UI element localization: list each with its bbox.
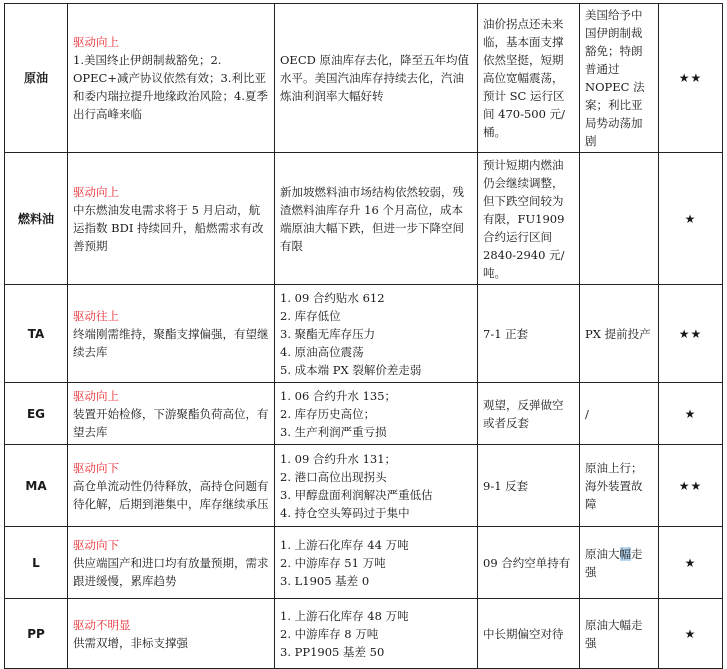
driver-description: 高仓单流动性仍待释放，高持仓问题有待化解，后期到港集中，库存继续承压 <box>73 478 269 511</box>
fundamental-item: 4. 原油高位震荡 <box>280 344 364 359</box>
commodity-name: EG <box>5 383 68 445</box>
rating-stars: ★ <box>659 527 723 599</box>
risk-cell: 美国给予中国伊朗制裁豁免；特朗普通过 NOPEC 法案；利比亚局势动荡加剧 <box>580 4 659 153</box>
driver-description: 供需双增，非标支撑强 <box>73 635 188 650</box>
strategy-cell: 中长期偏空对待 <box>478 599 580 669</box>
rating-stars: ★ <box>659 599 723 669</box>
fundamentals-cell <box>275 4 478 153</box>
table-row <box>5 599 723 669</box>
fundamental-item: 2. 港口高位出现拐头 <box>280 469 387 484</box>
strategy-cell: 预计短期内燃油仍会继续调整，但下跌空间较为有限，FU1909 合约运行区间 2840-2940 元/吨。 <box>478 153 580 285</box>
risk-cell: PX 提前投产 <box>580 285 659 383</box>
commodity-name: L <box>5 527 68 599</box>
risk-text: 原油大 <box>585 546 620 561</box>
driver-direction: 驱动不明显 <box>73 617 131 632</box>
fundamental-item: 1. 06 合约升水 135； <box>280 388 397 403</box>
fundamentals-cell <box>275 445 478 527</box>
fundamentals-cell <box>275 599 478 669</box>
driver-cell <box>68 153 275 285</box>
rating-stars: ★ <box>659 153 723 285</box>
driver-direction: 驱动向上 <box>73 184 119 199</box>
commodity-table-wrapper <box>4 3 723 669</box>
driver-cell <box>68 4 275 153</box>
table-row <box>5 383 723 445</box>
highlighted-text: 幅 <box>619 546 631 561</box>
table-row <box>5 527 723 599</box>
driver-description: 终端刚需维持，聚酯支撑偏强，有望继续去库 <box>73 326 269 359</box>
commodity-name: TA <box>5 285 68 383</box>
risk-cell: 原油上行；海外装置故障 <box>580 445 659 527</box>
fundamental-item: OECD 原油库存去化，降至五年均值水平。美国汽油库存持续去化，汽油炼油利润率大幅好转 <box>280 53 469 103</box>
strategy-cell: 油价拐点还未来临，基本面支撑依然坚挺，短期高位宽幅震荡，预计 SC 运行区间 470-500 元/桶。 <box>478 4 580 153</box>
driver-direction: 驱动往上 <box>73 308 119 323</box>
fundamentals-cell <box>275 153 478 285</box>
table-row <box>5 285 723 383</box>
driver-direction: 驱动向上 <box>73 388 119 403</box>
fundamental-item: 2. 库存历史高位； <box>280 406 376 421</box>
commodity-name: 燃料油 <box>5 153 68 285</box>
strategy-cell: 7-1 正套 <box>478 285 580 383</box>
fundamental-item: 2. 库存低位 <box>280 308 341 323</box>
driver-cell <box>68 527 275 599</box>
table-row <box>5 153 723 285</box>
driver-direction: 驱动向下 <box>73 537 119 552</box>
strategy-cell: 09 合约空单持有 <box>478 527 580 599</box>
commodity-strategy-table <box>4 3 723 669</box>
commodity-name: 原油 <box>5 4 68 153</box>
commodity-name: MA <box>5 445 68 527</box>
driver-direction: 驱动向上 <box>73 35 119 49</box>
rating-stars: ★★ <box>659 4 723 153</box>
fundamental-item: 3. 甲醇盘面利润解决严重低估 <box>280 487 433 502</box>
fundamentals-cell <box>275 527 478 599</box>
fundamental-item: 1. 上游石化库存 44 万吨 <box>280 537 409 552</box>
fundamental-item: 2. 中游库存 8 万吨 <box>280 626 379 641</box>
fundamental-item: 4. 持仓空头筹码过于集中 <box>280 505 410 520</box>
fundamental-item: 新加坡燃料油市场结构依然较弱，残渣燃料油库存升 16 个月高位，成本端原油大幅下跌，但进一步下降空间有限 <box>280 184 464 253</box>
risk-cell: 原油大幅走强 <box>580 599 659 669</box>
fundamental-item: 2. 中游库存 51 万吨 <box>280 555 386 570</box>
driver-cell <box>68 383 275 445</box>
rating-stars: ★★ <box>659 285 723 383</box>
fundamental-item: 3. 生产利润严重亏损 <box>280 424 387 439</box>
driver-cell <box>68 445 275 527</box>
commodity-name: PP <box>5 599 68 669</box>
driver-description: 供应端国产和进口均有放量预期，需求跟进缓慢，累库趋势 <box>73 555 269 588</box>
fundamental-item: 1. 09 合约升水 131； <box>280 451 397 466</box>
rating-stars: ★ <box>659 383 723 445</box>
fundamental-item: 5. 成本端 PX 裂解价差走弱 <box>280 362 422 377</box>
fundamental-item: 1. 上游石化库存 48 万吨 <box>280 608 409 623</box>
table-row <box>5 4 723 153</box>
driver-description: 中东燃油发电需求将于 5 月启动，航运指数 BDI 持续回升，船燃需求有改善预期 <box>73 202 264 253</box>
rating-stars: ★★ <box>659 445 723 527</box>
driver-cell <box>68 599 275 669</box>
driver-description: 装置开始检修，下游聚酯负荷高位，有望去库 <box>73 406 269 439</box>
fundamental-item: 3. 聚酯无库存压力 <box>280 326 376 341</box>
strategy-cell: 9-1 反套 <box>478 445 580 527</box>
fundamentals-cell <box>275 285 478 383</box>
strategy-cell: 观望，反弹做空或者反套 <box>478 383 580 445</box>
fundamental-item: 3. PP1905 基差 50 <box>280 644 385 659</box>
risk-cell: / <box>580 383 659 445</box>
fundamental-item: 1. 09 合约贴水 612 <box>280 290 385 305</box>
risk-cell <box>580 527 659 599</box>
table-row <box>5 445 723 527</box>
fundamental-item: 3. L1905 基差 0 <box>280 573 370 588</box>
risk-text: 走强 <box>585 546 643 579</box>
risk-cell <box>580 153 659 285</box>
driver-direction: 驱动向下 <box>73 460 119 475</box>
driver-description: 1.美国终止伊朗制裁豁免；2. OPEC+减产协议依然有效；3.利比亚和委内瑞拉提升地缘政治风险；4.夏季出行高峰来临 <box>73 53 268 121</box>
fundamentals-cell <box>275 383 478 445</box>
driver-cell <box>68 285 275 383</box>
